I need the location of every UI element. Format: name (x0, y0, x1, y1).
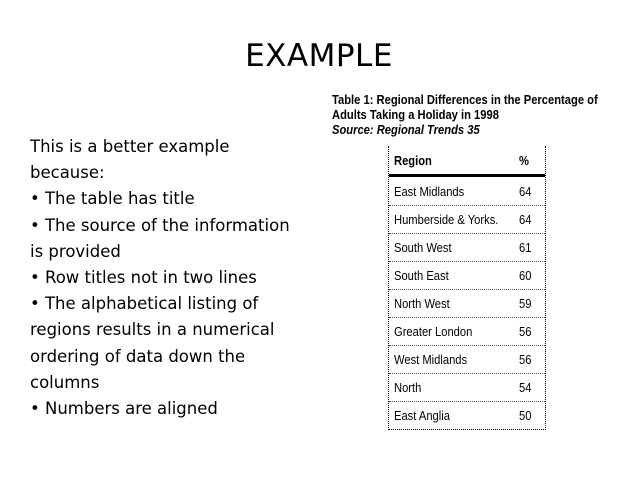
region-cell: North West (394, 296, 450, 311)
table-row (389, 401, 545, 429)
table-row (389, 205, 545, 234)
header-region: Region (394, 153, 432, 168)
body-line: because: (30, 163, 105, 183)
table-row (389, 289, 545, 318)
percent-cell: 50 (519, 408, 532, 423)
body-line: This is a better example (30, 137, 230, 156)
body-line: is provided (30, 241, 121, 261)
table-row (389, 373, 545, 402)
body-line: regions results in a numerical (30, 320, 275, 340)
percent-cell: 61 (519, 240, 532, 255)
body-line: ordering of data down the (30, 346, 246, 366)
table-row (389, 345, 545, 374)
table-caption (332, 92, 598, 137)
header-percent: % (519, 153, 529, 168)
bullet-line: • Row titles not in two lines (30, 268, 257, 288)
region-cell: North (394, 380, 422, 395)
percent-cell: 59 (519, 296, 532, 311)
percent-cell: 64 (519, 212, 532, 227)
table-title-line: Table 1: Regional Differences in the Percentage of (332, 92, 598, 107)
slide-title: EXAMPLE (245, 38, 393, 74)
body-line: columns (30, 372, 100, 392)
percent-cell: 56 (519, 324, 532, 339)
table-title-line: Adults Taking a Holiday in 1998 (332, 107, 499, 122)
bullet-line: • The alphabetical listing of (30, 294, 259, 314)
region-cell: Humberside & Yorks. (394, 212, 499, 227)
bullet-line: • The table has title (30, 189, 195, 209)
table-row (389, 233, 545, 262)
region-cell: Greater London (394, 324, 473, 339)
region-cell: East Midlands (394, 184, 465, 199)
table-source: Source: Regional Trends 35 (332, 122, 480, 137)
table-row (389, 317, 545, 346)
percent-cell: 60 (519, 268, 532, 283)
region-cell: South West (394, 240, 452, 255)
data-table (388, 146, 546, 430)
percent-cell: 64 (519, 184, 532, 199)
region-cell: East Anglia (394, 408, 450, 423)
percent-cell: 54 (519, 380, 532, 395)
table-row (389, 177, 545, 206)
bullet-line: • The source of the information (30, 215, 290, 235)
table-row (389, 261, 545, 290)
table-header (389, 146, 545, 177)
percent-cell: 56 (519, 352, 532, 367)
bullet-line: • Numbers are aligned (30, 399, 218, 419)
region-cell: West Midlands (394, 352, 468, 367)
body-text (30, 134, 330, 422)
region-cell: South East (394, 268, 449, 283)
